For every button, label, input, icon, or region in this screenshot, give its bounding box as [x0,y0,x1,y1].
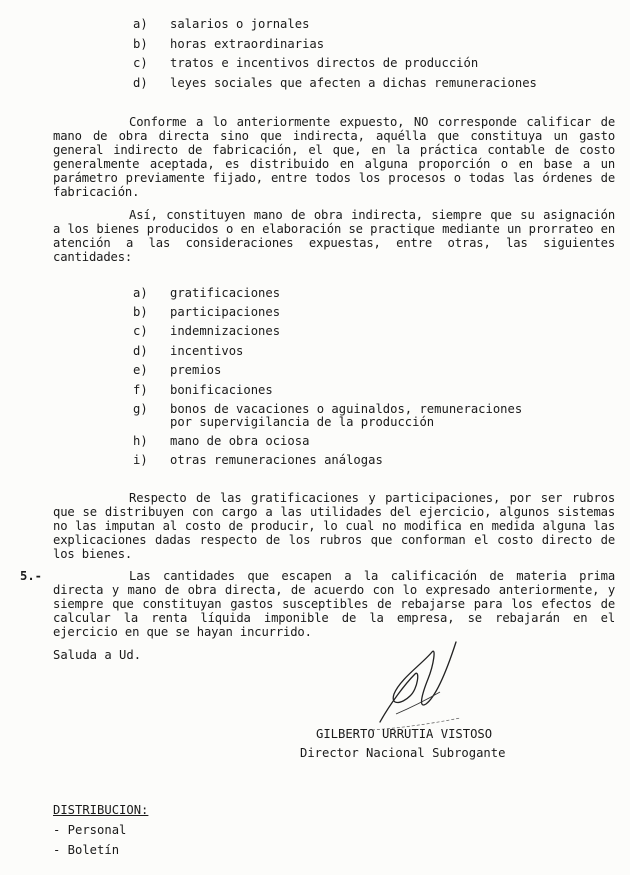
list-item: otras remuneraciones análogas [170,453,383,467]
list-letter: g) [133,402,148,416]
distribution-heading: DISTRIBUCION: [53,803,149,817]
closing-salutation: Saluda a Ud. [53,648,142,662]
paragraph-gratifications: Respecto de las gratificaciones y participaciones, por ser rubros que se distribuyen con cargo a las utilidades del ejercicio, algunos sistemas no las imputan al costo de producir, lo cual no modifica en medida alguna las explicaciones dadas respecto de los rubros que conforman el costo directo de los bienes. [53,491,615,561]
list-letter: h) [133,434,148,448]
handwritten-signature [360,634,480,734]
paragraph-section-5: Las cantidades que escapen a la calificación de materia prima directa y mano de obra directa, de acuerdo con lo expresado anteriormente, y siempre que constituyan gastos susceptibles de rebajarse para los efectos de calcular la renta líquida imponible de la empresa, se rebajarán en el ejercicio en que se hayan incurrido. [53,569,615,639]
list-letter: a) [133,17,148,31]
list-item: mano de obra ociosa [170,434,310,448]
list-letter: d) [133,344,148,358]
list-item: bonificaciones [170,383,273,397]
list-letter: d) [133,76,148,90]
list-item: horas extraordinarias [170,37,325,51]
list-item: indemnizaciones [170,324,281,338]
list-letter: b) [133,37,148,51]
list-letter: i) [133,453,148,467]
list-letter: f) [133,383,148,397]
list-item: leyes sociales que afecten a dichas remuneraciones [170,76,537,90]
list-item: bonos de vacaciones o aguinaldos, remuneraciones [170,402,523,416]
list-item: tratos e incentivos directos de producción [170,56,479,70]
list-item: incentivos [170,344,244,358]
distribution-item: - Personal [53,823,127,837]
list-item: premios [170,363,222,377]
list-letter: a) [133,286,148,300]
list-letter: c) [133,56,148,70]
section-number: 5.- [20,569,43,583]
list-item: participaciones [170,305,281,319]
distribution-item: - Boletín [53,843,120,857]
list-item: salarios o jornales [170,17,310,31]
signatory-name: GILBERTO URRUTIA VISTOSO [316,727,493,741]
list-letter: c) [133,324,148,338]
list-letter: e) [133,363,148,377]
list-item-continuation: por supervigilancia de la producción [170,415,435,429]
list-letter: b) [133,305,148,319]
signatory-title: Director Nacional Subrogante [300,746,506,760]
list-item: gratificaciones [170,286,281,300]
paragraph-indirect-labor-items: Así, constituyen mano de obra indirecta, siempre que su asignación a los bienes producidos o en elaboración se practique mediante un prorrateo en atención a las consideraciones expuestas, entre otras, las siguientes cantidades: [53,208,615,264]
paragraph-indirect-labor-definition: Conforme a lo anteriormente expuesto, NO corresponde calificar de mano de obra directa sino que indirecta, aquélla que constituya un gasto general indirecto de fabricación, el que, en la práctica contable de costo generalmente aceptada, es distribuido en alguna proporción o en base a un parámetro previamente fijado, entre todos los procesos o todas las órdenes de fabricación. [53,115,615,199]
